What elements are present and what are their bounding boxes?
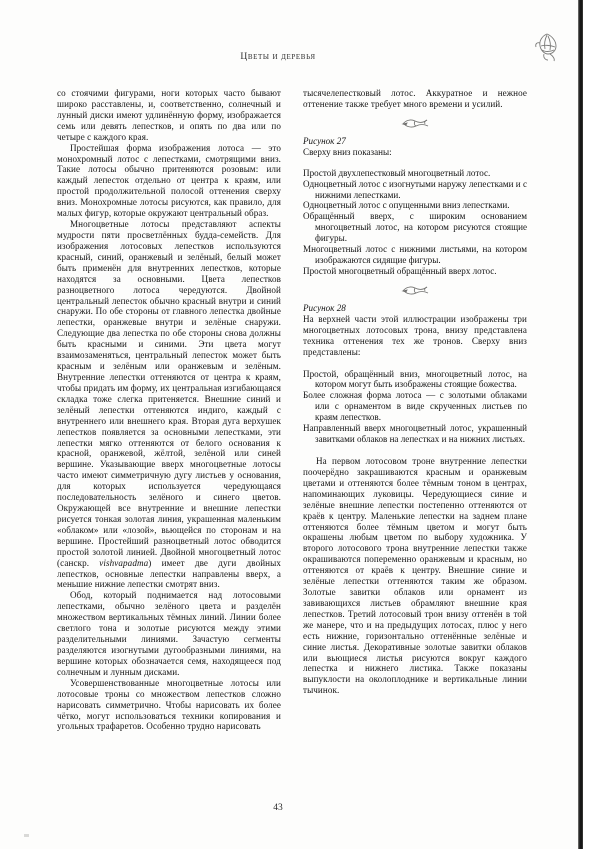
paragraph: Обод, который поднимается над лотосовыми лепестками, обычно зелёного цвета и разделён множеством вертикальных тёмных линий. Линии более светлого тона и золотые рисуются между этими разделительными линиями. Зачастую сегменты разделяются изогнутыми дугообразными линиями, на вершине которых обозначается семя, находящееся под солнечным и лунным дисками. [57, 590, 281, 677]
figure-27-item: Простой двухлепестковый многоцветный лотос. [303, 167, 491, 178]
running-head: Цветы и деревья [240, 52, 316, 62]
text-columns [57, 88, 527, 788]
paragraph: со стоячими фигурами, ноги которых часто бывают широко расставлены, и, соответственно, солнечный и лунный диски имеют удлинённую форму, изображается семь или девять лепестков, и опять по два или по четыре с каждого края. [57, 88, 281, 142]
paragraph: Простейшая форма изображения лотоса — это монохромный лотос с лепестками, смотрящими вниз. Такие лотосы обычно притеняются розовым: или каждый лепесток отдельно от центра к краям, или простой продолжительной полосой оттенения сверху вниз. Монохромные лотосы рисуются, как правило, для малых фигур, которые окружают центральный образ. [57, 142, 281, 219]
scan-speck [24, 834, 29, 837]
paragraph: Усовершенствованные многоцветные лотосы или лотосовые троны со множеством лепестков сложно нарисовать симметрично. Чтобы нарисовать их более чётко, могут использоваться техники копирования и угольных трафаретов. Особенно трудно нарисовать [57, 677, 281, 732]
leaf-swirl-ornament-icon [303, 277, 527, 303]
page-number: 43 [273, 803, 283, 813]
figure-28-title: Рисунок 28 [303, 302, 346, 313]
figure-27-lead: Сверху вниз показаны: [303, 146, 392, 157]
right-column [303, 88, 527, 696]
left-column [57, 88, 281, 732]
leaf-swirl-ornament-icon [303, 110, 527, 136]
figure-27-title: Рисунок 27 [303, 135, 346, 146]
figure-28-lead: На верхней части этой иллюстрации изображены три многоцветных лотосовых трона, внизу представлена техника оттенения тех же тронов. Сверху вниз представлены: [303, 313, 527, 357]
figure-28-item: Более сложная форма лотоса — с золотыми облаками или с орнаментом в виде скрученных листьев по краям лепестков. [303, 390, 527, 423]
figure-27-item: Многоцветный лотос с нижними листьями, на котором изображаются сидящие фигуры. [303, 244, 527, 266]
paragraph: Многоцветные лотосы представляют аспекты мудрости пяти просветлённых будда-семейств. Для изображения лотосовых лепестков используются красный, синий, оранжевый и зелёный, белый может быть применён для внутренних лепестков, которые находятся за основными. Цвета лепестков разноцветного лотоса чередуются. Двойной центральный лепесток обычно красный внутри и синий снаружи. По обе стороны от главного лепестка двойные лепестки, оранжевые внутри и зелёные снаружи. Следующие два лепестка по обе стороны снова должны быть красными и синими. Эти цвета могут взаимозаменяться, центральный лепесток может быть красным и зелёным или оранжевым и зелёным. Внутренние лепестки оттеняются от центра к краям, чтобы придать им форму, их центральная изгибающаяся складка тоже слегка притеняется. Внешние синий и зелёный лепестки оттеняются индиго, каждый с внутреннего или внешнего края. Вторая дуга верхушек лепестков появляется за основными лепестками, эти лепестки мягко оттеняются от белого основания к красной, оранжевой, жёлтой, зелёной или синей вершине. Указывающие вверх многоцветные лотосы часто имеют симметричную дугу листьев у основания, для которых используется чередующаяся последовательность зелёного и синего цветов. Окружающей все внутренние и внешние лепестки рисуется тонкая золотая линия, украшенная маленьким «облаком» или «лозой», вьющейся по сторонам и на вершине. Простейший разноцветный лотос обводится простой золотой линией. Двойной многоцветный лотос (санскр. vishvapadma) имеет две дуги двойных лепестков, основные лепестки направлены вверх, а меньшие нижние лепестки смотрят вниз. [57, 219, 281, 590]
scan-outer-margin [583, 0, 600, 849]
figure-27-item: Обращённый вверх, с широким основанием многоцветный лотос, на котором рисуются стоящие фигуры. [303, 211, 527, 244]
figure-28-item: Направленный вверх многоцветный лотос, украшенный завитками облаков на лепестках и на нижних листьях. [303, 423, 527, 445]
figure-28-description: На первом лотосовом троне внутренние лепестки поочерёдно закрашиваются красным и оранжевым цветами и оттеняются более тёмным тоном в центрах, напоминающих луковицы. Чередующиеся синие и зелёные внешние лепестки постепенно оттеняются от краёв к центру. Маленькие лепестки на заднем плане оттеняются более тёмным цветом и могут быть окрашены любым цветом по выбору художника. У второго лотосового трона внутренние лепестки также окрашиваются попеременно оранжевым и красным, но оттеняются от краёв к центру. Внешние синие и зелёные лепестки оттеняются таким же образом. Золотые завитки облаков или орнамент из завивающихся листьев обрамляют внешние края лепестков. Третий лотосовый трон внизу оттенён в той же манере, что и на предыдущих лотосах, плюс у него есть нижние, горизонтально оттенённые зелёные и синие листья. Декоративные золотые завитки облаков или вьющиеся листья рисуются вокруг каждого лепестка и нижнего листика. Также показаны выпуклости на околоплоднике и вертикальные линии тычинок. [303, 455, 527, 696]
paragraph: тысячелепестковый лотос. Аккуратное и нежное оттенение также требует много времени и усилий. [303, 88, 527, 109]
figure-28-item: Простой, обращённый вниз, многоцветный лотос, на котором могут быть изображены стоящие божества. [303, 368, 527, 390]
lotus-bud-ornament-icon [532, 30, 562, 64]
figure-27-item: Простой многоцветный обращённый вверх лотос. [303, 265, 497, 276]
figure-27-item: Одноцветный лотос с изогнутыми наружу лепестками и с нижними лепестками. [303, 178, 527, 200]
figure-27-item: Одноцветный лотос с опущенными вниз лепестками. [303, 200, 510, 211]
